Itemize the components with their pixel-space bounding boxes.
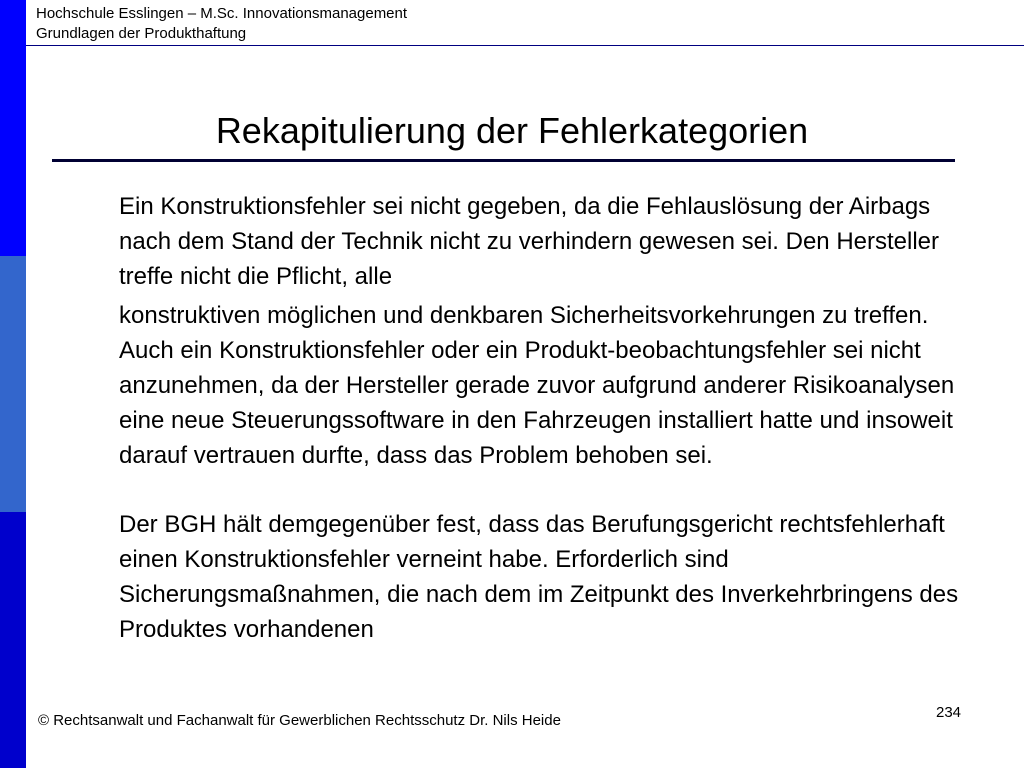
- slide-header: [36, 4, 407, 44]
- header-divider: [26, 45, 1024, 46]
- header-institution: Hochschule Esslingen – M.Sc. Innovationsmanagement: [36, 5, 408, 22]
- sidebar-segment-bottom: [0, 512, 26, 768]
- slide-body: [119, 189, 959, 647]
- body-paragraph: konstruktiven möglichen und denkbaren Sicherheitsvorkehrungen zu treffen. Auch ein Konstruktionsfehler oder ein Produkt-beobachtungsfehler sei nicht anzunehmen, da der Hersteller gerade zuvor aufgrund anderer Risikoanalysen eine neue Steuerungssoftware in den Fahrzeugen installiert hatte und insoweit darauf vertrauen durfte, dass das Problem behoben sei.: [119, 302, 955, 469]
- header-course: Grundlagen der Produkthaftung: [36, 25, 247, 42]
- footer-copyright: © Rechtsanwalt und Fachanwalt für Gewerblichen Rechtsschutz Dr. Nils Heide: [38, 712, 561, 729]
- title-underline: [52, 159, 955, 162]
- body-paragraph: Der BGH hält demgegenüber fest, dass das Berufungsgericht rechtsfehlerhaft einen Konstruktionsfehler verneint habe. Erforderlich sind Sicherungsmaßnahmen, die nach dem im Zeitpunkt des Inverkehrbringens des Produktes vorhandenen: [119, 511, 959, 643]
- page-number: 234: [936, 704, 962, 721]
- slide-title: Rekapitulierung der Fehlerkategorien: [215, 110, 809, 151]
- body-paragraph: Ein Konstruktionsfehler sei nicht gegeben, da die Fehlauslösung der Airbags nach dem Stand der Technik nicht zu verhindern gewesen sei. Den Hersteller treffe nicht die Pflicht, alle: [119, 193, 940, 290]
- sidebar-segment-middle: [0, 256, 26, 512]
